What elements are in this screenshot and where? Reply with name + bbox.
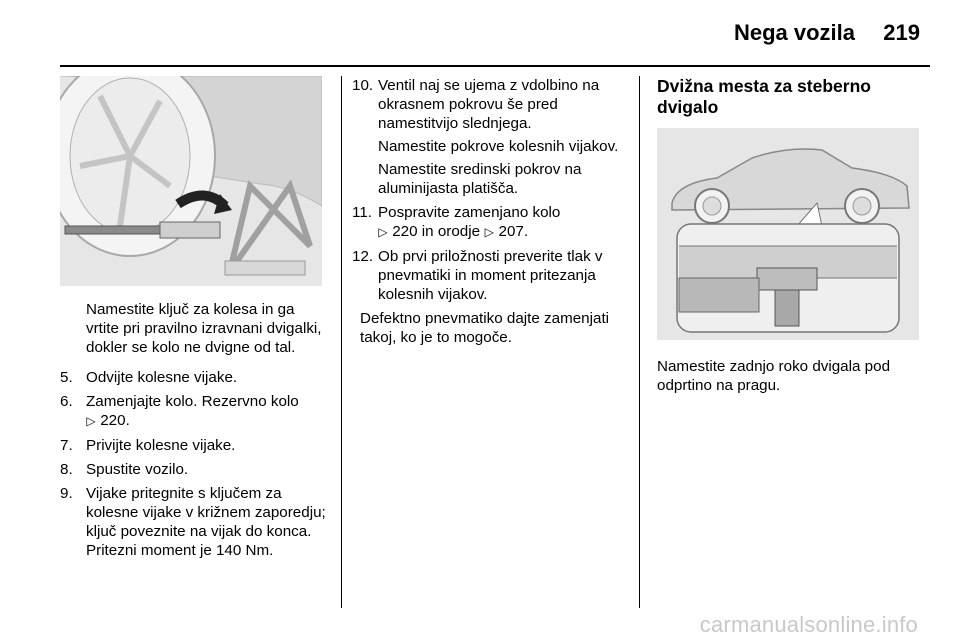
column-1 [60,76,328,565]
step-5 [60,368,328,387]
step-text: Spustite vozilo. [86,461,189,478]
step-number: 5. [60,369,73,386]
page-reference-arrow-icon: ▷ [378,225,388,239]
jack-illustration [60,76,322,286]
column-divider-2 [639,76,640,608]
intro-text: Namestite ključ za kolesa in ga vrtite pri pravilno izravnani dvigalki, dokler se kolo ne dvigne od tal. [86,301,322,356]
step-subtext-2: Namestite sredinski pokrov na aluminijasta platišča. [378,161,582,197]
step-number: 8. [60,461,73,478]
step-number: 9. [60,485,73,502]
step-number: 11. [352,204,372,221]
header-rule [60,65,930,67]
column-3 [657,76,922,395]
step-number: 6. [60,393,73,410]
page-reference-arrow-icon: ▷ [86,414,96,428]
note-text: Defektno pnevmatiko dajte zamenjati takoj, ko je to mogoče. [360,310,610,346]
step-6 [60,392,328,431]
step-number: 7. [60,437,73,454]
step-10 [352,76,627,198]
step-text: Odvijte kolesne vijake. [86,369,238,386]
section-heading: Dvižna mesta za steberno dvigalo [657,76,871,117]
step-text: Vijake pritegnite s ključem za kolesne vijake v križnem zaporedju; ključ poveznite na vijak do konca. Pritezni moment je 140 Nm. [86,485,326,559]
step-7 [60,436,328,455]
page-reference-arrow-icon: ▷ [484,225,494,239]
step-11 [352,203,627,242]
step-8 [60,460,328,479]
page-reference: 220 in orodje [392,223,481,240]
step-9 [60,484,328,560]
header-title: Nega vozila [733,20,855,45]
page-reference: 220. [100,412,130,429]
step-text: Pospravite zamenjano kolo [378,204,561,221]
step-number: 12. [352,248,374,265]
lift-instruction-text: Namestite zadnjo roko dvigala pod odprtino na pragu. [657,358,891,394]
step-text: Privijte kolesne vijake. [86,437,236,454]
page-header [0,20,960,60]
column-divider-1 [341,76,342,608]
lift-point-illustration [657,128,919,340]
step-number: 10. [352,77,374,94]
page-reference: 207. [498,223,529,240]
step-12 [352,247,627,304]
step-text: Zamenjajte kolo. Rezervno kolo [86,393,299,410]
column-2 [352,76,627,347]
step-text: Ventil naj se ujema z vdolbino na okrasnem pokrovu še pred namestitvijo slednjega. [378,77,600,132]
step-subtext-1: Namestite pokrove kolesnih vijakov. [378,138,619,155]
step-text: Ob prvi priložnosti preverite tlak v pnevmatiki in moment pritezanja kolesnih vijakov. [378,248,603,303]
watermark: carmanualsonline.info [699,612,918,637]
page-number: 219 [883,20,920,45]
